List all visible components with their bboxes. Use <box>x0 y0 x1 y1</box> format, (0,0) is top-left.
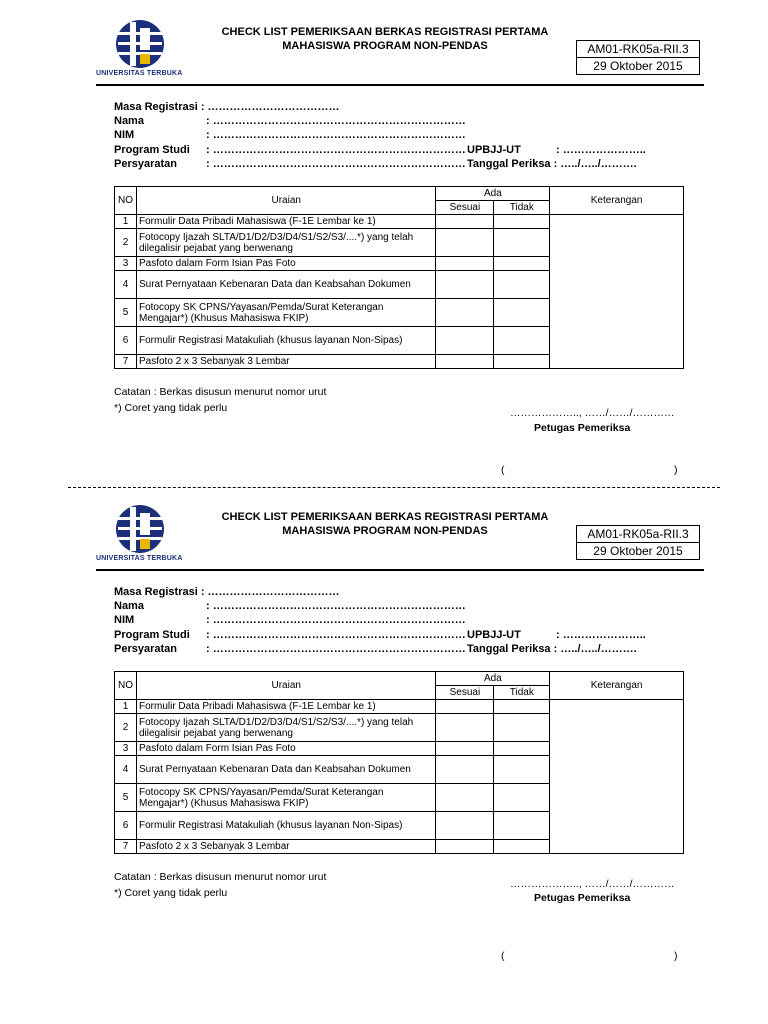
row-no: 1 <box>115 215 137 229</box>
nim-label: NIM <box>114 614 135 626</box>
row-no: 2 <box>115 229 137 257</box>
nama-label: Nama <box>114 600 144 612</box>
col-no-header: NO <box>115 672 137 700</box>
tidak-cell[interactable] <box>494 840 550 854</box>
nama-field[interactable]: : …………………………………………………………… <box>206 600 466 612</box>
row-text: Pasfoto 2 x 3 Sebanyak 3 Lembar <box>136 840 435 854</box>
row-no: 1 <box>115 700 137 714</box>
document-date: 29 Oktober 2015 <box>577 57 699 74</box>
upbjj-field[interactable]: : ………………….. <box>556 629 646 641</box>
signature-open-paren: ( <box>501 464 505 476</box>
table-row <box>115 700 684 714</box>
tidak-cell[interactable] <box>494 327 550 355</box>
sesuai-cell[interactable] <box>436 327 494 355</box>
signature-open-paren: ( <box>501 950 505 962</box>
nama-field[interactable]: : …………………………………………………………… <box>206 115 466 127</box>
upbjj-label: UPBJJ-UT <box>467 144 521 156</box>
col-sesuai-header: Sesuai <box>436 201 494 215</box>
row-no: 4 <box>115 756 137 784</box>
checklist-table <box>114 186 684 369</box>
sesuai-cell[interactable] <box>436 812 494 840</box>
row-no: 3 <box>115 742 137 756</box>
col-no-header: NO <box>115 187 137 215</box>
program-studi-field[interactable]: : …………………………………………………………… <box>206 629 466 641</box>
row-no: 5 <box>115 784 137 812</box>
sesuai-cell[interactable] <box>436 700 494 714</box>
row-text: Pasfoto dalam Form Isian Pas Foto <box>136 257 435 271</box>
persyaratan-field[interactable]: : …………………………………………………………… <box>206 158 466 170</box>
sesuai-cell[interactable] <box>436 784 494 812</box>
col-tidak-header: Tidak <box>494 686 550 700</box>
document-code: AM01-RK05a-RII.3 <box>587 42 689 56</box>
coret-note: *) Coret yang tidak perlu <box>114 887 228 899</box>
row-text: Fotocopy Ijazah SLTA/D1/D2/D3/D4/S1/S2/S3/....*) yang telah dilegalisir pejabat yang berwenang <box>136 714 435 742</box>
sesuai-cell[interactable] <box>436 229 494 257</box>
row-no: 6 <box>115 812 137 840</box>
col-keterangan-header: Keterangan <box>550 187 684 215</box>
program-studi-label: Program Studi <box>114 144 190 156</box>
col-uraian-header: Uraian <box>136 672 435 700</box>
tidak-cell[interactable] <box>494 812 550 840</box>
tidak-cell[interactable] <box>494 784 550 812</box>
sesuai-cell[interactable] <box>436 742 494 756</box>
petugas-label: Petugas Pemeriksa <box>534 422 631 434</box>
catatan-note: Catatan : Berkas disusun menurut nomor urut <box>114 386 327 398</box>
document-code-box <box>576 40 700 75</box>
row-no: 7 <box>115 355 137 369</box>
persyaratan-field[interactable]: : …………………………………………………………… <box>206 643 466 655</box>
document-code-box <box>576 525 700 560</box>
header-rule <box>96 569 704 571</box>
sesuai-cell[interactable] <box>436 714 494 742</box>
nama-label: Nama <box>114 115 144 127</box>
checklist-table <box>114 671 684 854</box>
col-sesuai-header: Sesuai <box>436 686 494 700</box>
signature-close-paren: ) <box>674 950 678 962</box>
tidak-cell[interactable] <box>494 355 550 369</box>
row-text: Surat Pernyataan Kebenaran Data dan Keabsahan Dokumen <box>136 756 435 784</box>
upbjj-field[interactable]: : ………………….. <box>556 144 646 156</box>
place-date-field[interactable]: ……………….., ……/……/………… <box>510 878 675 890</box>
tidak-cell[interactable] <box>494 215 550 229</box>
tidak-cell[interactable] <box>494 271 550 299</box>
nim-field[interactable]: : …………………………………………………………… <box>206 129 466 141</box>
tidak-cell[interactable] <box>494 714 550 742</box>
document-date: 29 Oktober 2015 <box>577 542 699 559</box>
tidak-cell[interactable] <box>494 257 550 271</box>
col-ada-header: Ada <box>436 187 550 201</box>
sesuai-cell[interactable] <box>436 756 494 784</box>
place-date-field[interactable]: ……………….., ……/……/………… <box>510 407 675 419</box>
program-studi-label: Program Studi <box>114 629 190 641</box>
row-text: Formulir Registrasi Matakuliah (khusus layanan Non-Sipas) <box>136 327 435 355</box>
sesuai-cell[interactable] <box>436 271 494 299</box>
logo-caption: UNIVERSITAS TERBUKA <box>96 70 183 77</box>
row-text: Formulir Registrasi Matakuliah (khusus layanan Non-Sipas) <box>136 812 435 840</box>
masa-registrasi-field[interactable]: Masa Registrasi : ……………………………… <box>114 101 340 113</box>
col-keterangan-header: Keterangan <box>550 672 684 700</box>
form-title-line2: MAHASISWA PROGRAM NON-PENDAS <box>282 40 488 52</box>
row-text: Pasfoto 2 x 3 Sebanyak 3 Lembar <box>136 355 435 369</box>
table-row <box>115 215 684 229</box>
logo-caption: UNIVERSITAS TERBUKA <box>96 555 183 562</box>
row-text: Pasfoto dalam Form Isian Pas Foto <box>136 742 435 756</box>
program-studi-field[interactable]: : …………………………………………………………… <box>206 144 466 156</box>
row-no: 3 <box>115 257 137 271</box>
row-text: Formulir Data Pribadi Mahasiswa (F-1E Lembar ke 1) <box>136 215 435 229</box>
sesuai-cell[interactable] <box>436 299 494 327</box>
tidak-cell[interactable] <box>494 700 550 714</box>
row-no: 4 <box>115 271 137 299</box>
nim-label: NIM <box>114 129 135 141</box>
tidak-cell[interactable] <box>494 742 550 756</box>
row-no: 2 <box>115 714 137 742</box>
persyaratan-label: Persyaratan <box>114 643 177 655</box>
row-text: Fotocopy Ijazah SLTA/D1/D2/D3/D4/S1/S2/S3/....*) yang telah dilegalisir pejabat yang berwenang <box>136 229 435 257</box>
row-text: Formulir Data Pribadi Mahasiswa (F-1E Lembar ke 1) <box>136 700 435 714</box>
tidak-cell[interactable] <box>494 229 550 257</box>
tanggal-periksa-field[interactable]: Tanggal Periksa : …../…../………. <box>467 158 637 170</box>
form-copy-2 <box>0 485 768 962</box>
row-no: 6 <box>115 327 137 355</box>
masa-registrasi-field[interactable]: Masa Registrasi : ……………………………… <box>114 586 340 598</box>
col-uraian-header: Uraian <box>136 187 435 215</box>
col-ada-header: Ada <box>436 672 550 686</box>
keterangan-cell[interactable] <box>550 215 684 369</box>
sesuai-cell[interactable] <box>436 840 494 854</box>
sesuai-cell[interactable] <box>436 257 494 271</box>
row-text: Surat Pernyataan Kebenaran Data dan Keabsahan Dokumen <box>136 271 435 299</box>
signature-close-paren: ) <box>674 464 678 476</box>
petugas-label: Petugas Pemeriksa <box>534 892 631 904</box>
coret-note: *) Coret yang tidak perlu <box>114 402 228 414</box>
tidak-cell[interactable] <box>494 299 550 327</box>
row-text: Fotocopy SK CPNS/Yayasan/Pemda/Surat Keterangan Mengajar*) (Khusus Mahasiswa FKIP) <box>136 784 435 812</box>
form-copy-1 <box>0 0 768 476</box>
sesuai-cell[interactable] <box>436 355 494 369</box>
persyaratan-label: Persyaratan <box>114 158 177 170</box>
document-code: AM01-RK05a-RII.3 <box>587 527 689 541</box>
form-title-line2: MAHASISWA PROGRAM NON-PENDAS <box>282 525 488 537</box>
form-title-line1: CHECK LIST PEMERIKSAAN BERKAS REGISTRASI PERTAMA <box>221 511 549 523</box>
form-title-line1: CHECK LIST PEMERIKSAAN BERKAS REGISTRASI PERTAMA <box>221 26 549 38</box>
tanggal-periksa-field[interactable]: Tanggal Periksa : …../…../………. <box>467 643 637 655</box>
col-tidak-header: Tidak <box>494 201 550 215</box>
tidak-cell[interactable] <box>494 756 550 784</box>
upbjj-label: UPBJJ-UT <box>467 629 521 641</box>
sesuai-cell[interactable] <box>436 215 494 229</box>
row-no: 7 <box>115 840 137 854</box>
row-text: Fotocopy SK CPNS/Yayasan/Pemda/Surat Keterangan Mengajar*) (Khusus Mahasiswa FKIP) <box>136 299 435 327</box>
nim-field[interactable]: : …………………………………………………………… <box>206 614 466 626</box>
row-no: 5 <box>115 299 137 327</box>
keterangan-cell[interactable] <box>550 700 684 854</box>
header-rule <box>96 84 704 86</box>
catatan-note: Catatan : Berkas disusun menurut nomor urut <box>114 871 327 883</box>
